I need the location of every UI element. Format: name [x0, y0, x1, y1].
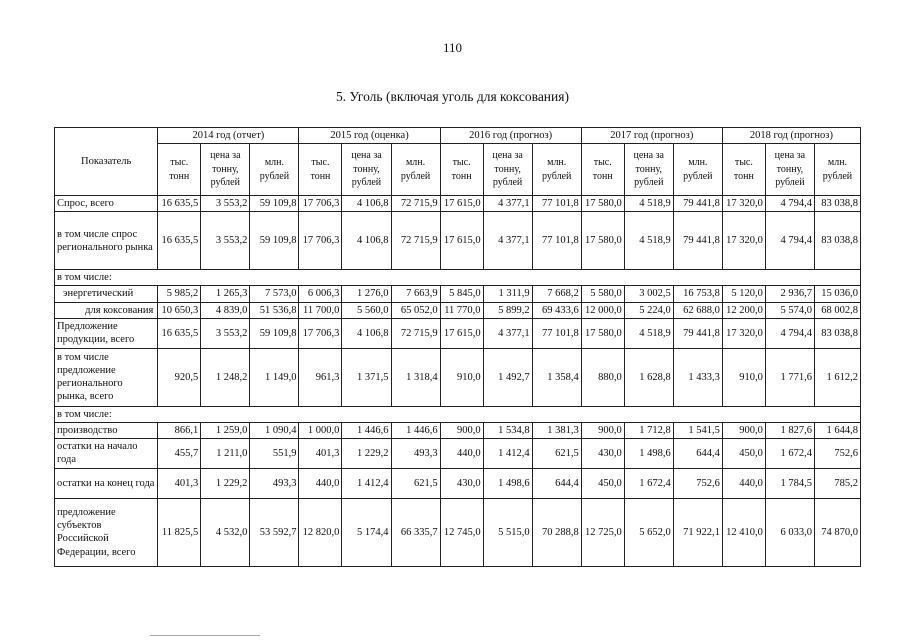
value-cell: 7 668,2 [532, 286, 581, 302]
value-cell: 866,1 [158, 422, 201, 438]
value-cell: 4 106,8 [342, 212, 391, 270]
value-cell: 493,3 [391, 438, 440, 468]
value-cell: 1 311,9 [483, 286, 532, 302]
header-unit-cell: цена за тонну, рублей [342, 144, 391, 196]
table-row [55, 348, 861, 406]
row-label: Спрос, всего [55, 196, 158, 212]
value-cell: 1 784,5 [765, 468, 814, 498]
value-cell: 11 770,0 [440, 302, 483, 318]
value-cell: 910,0 [722, 348, 765, 406]
table-row [55, 302, 861, 318]
row-label: остатки на конец года [55, 468, 158, 498]
value-cell: 644,4 [532, 468, 581, 498]
value-cell: 77 101,8 [532, 212, 581, 270]
value-cell: 1 248,2 [201, 348, 250, 406]
value-cell: 440,0 [722, 468, 765, 498]
table-row [55, 406, 861, 422]
value-cell: 4 106,8 [342, 196, 391, 212]
value-cell: 455,7 [158, 438, 201, 468]
value-cell: 1 612,2 [814, 348, 860, 406]
value-cell: 10 650,3 [158, 302, 201, 318]
value-cell: 17 706,3 [299, 318, 342, 348]
value-cell: 12 410,0 [722, 498, 765, 566]
value-cell: 7 573,0 [250, 286, 299, 302]
value-cell: 910,0 [440, 348, 483, 406]
value-cell: 2 936,7 [765, 286, 814, 302]
page-number: 110 [442, 40, 463, 55]
value-cell: 493,3 [250, 468, 299, 498]
value-cell: 1 412,4 [342, 468, 391, 498]
value-cell: 1 090,4 [250, 422, 299, 438]
value-cell: 3 553,2 [201, 196, 250, 212]
header-unit-cell: цена за тонну, рублей [483, 144, 532, 196]
value-cell: 430,0 [581, 438, 624, 468]
value-cell: 1 672,4 [765, 438, 814, 468]
value-cell: 72 715,9 [391, 196, 440, 212]
value-cell: 77 101,8 [532, 196, 581, 212]
value-cell: 6 006,3 [299, 286, 342, 302]
value-cell: 65 052,0 [391, 302, 440, 318]
value-cell: 450,0 [722, 438, 765, 468]
value-cell: 961,3 [299, 348, 342, 406]
header-unit-cell: тыс. тонн [722, 144, 765, 196]
table-row [55, 498, 861, 566]
value-cell: 401,3 [299, 438, 342, 468]
value-cell: 1 229,2 [342, 438, 391, 468]
value-cell: 17 320,0 [722, 212, 765, 270]
value-cell: 59 109,8 [250, 196, 299, 212]
value-cell: 1 827,6 [765, 422, 814, 438]
value-cell: 51 536,8 [250, 302, 299, 318]
value-cell: 11 825,5 [158, 498, 201, 566]
value-cell: 17 580,0 [581, 318, 624, 348]
header-unit-cell: цена за тонну, рублей [765, 144, 814, 196]
header-unit-cell: тыс. тонн [299, 144, 342, 196]
value-cell: 59 109,8 [250, 212, 299, 270]
value-cell: 1 381,3 [532, 422, 581, 438]
row-label: предложение субъектов Российской Федерации, всего [55, 498, 158, 566]
value-cell: 1 000,0 [299, 422, 342, 438]
value-cell: 17 615,0 [440, 196, 483, 212]
value-cell: 66 335,7 [391, 498, 440, 566]
value-cell: 17 615,0 [440, 212, 483, 270]
value-cell: 440,0 [440, 438, 483, 468]
value-cell: 72 715,9 [391, 212, 440, 270]
table-row [55, 286, 861, 302]
table-row [55, 318, 861, 348]
value-cell: 1 644,8 [814, 422, 860, 438]
header-unit-cell: тыс. тонн [440, 144, 483, 196]
value-cell: 3 553,2 [201, 212, 250, 270]
table-row [55, 270, 861, 286]
value-cell: 15 036,0 [814, 286, 860, 302]
value-cell: 5 985,2 [158, 286, 201, 302]
value-cell: 4 794,4 [765, 196, 814, 212]
value-cell: 1 371,5 [342, 348, 391, 406]
value-cell: 621,5 [391, 468, 440, 498]
header-unit-cell: тыс. тонн [581, 144, 624, 196]
row-label: для коксования [55, 302, 158, 318]
value-cell: 1 672,4 [624, 468, 673, 498]
value-cell: 16 753,8 [673, 286, 722, 302]
value-cell: 12 200,0 [722, 302, 765, 318]
header-year-2016: 2016 год (прогноз) [440, 128, 581, 144]
value-cell: 69 433,6 [532, 302, 581, 318]
value-cell: 16 635,5 [158, 212, 201, 270]
table-row [55, 196, 861, 212]
value-cell: 83 038,8 [814, 212, 860, 270]
value-cell: 4 518,9 [624, 318, 673, 348]
value-cell: 1 229,2 [201, 468, 250, 498]
value-cell: 621,5 [532, 438, 581, 468]
value-cell: 1 149,0 [250, 348, 299, 406]
value-cell: 17 580,0 [581, 196, 624, 212]
value-cell: 4 518,9 [624, 196, 673, 212]
value-cell: 900,0 [440, 422, 483, 438]
value-cell: 1 265,3 [201, 286, 250, 302]
value-cell: 17 615,0 [440, 318, 483, 348]
value-cell: 5 174,4 [342, 498, 391, 566]
value-cell: 752,6 [814, 438, 860, 468]
value-cell: 17 580,0 [581, 212, 624, 270]
value-cell: 1 771,6 [765, 348, 814, 406]
value-cell: 17 706,3 [299, 212, 342, 270]
value-cell: 12 725,0 [581, 498, 624, 566]
value-cell: 5 899,2 [483, 302, 532, 318]
header-unit-cell: млн. рублей [673, 144, 722, 196]
value-cell: 440,0 [299, 468, 342, 498]
value-cell: 1 498,6 [624, 438, 673, 468]
header-unit-cell: цена за тонну, рублей [624, 144, 673, 196]
value-cell: 4 518,9 [624, 212, 673, 270]
value-cell: 4 377,1 [483, 212, 532, 270]
row-label: в том числе спрос регионального рынка [55, 212, 158, 270]
header-indicator: Показатель [55, 128, 158, 196]
value-cell: 1 628,8 [624, 348, 673, 406]
value-cell: 1 276,0 [342, 286, 391, 302]
value-cell: 1 259,0 [201, 422, 250, 438]
value-cell: 1 358,4 [532, 348, 581, 406]
value-cell: 4 106,8 [342, 318, 391, 348]
value-cell: 12 745,0 [440, 498, 483, 566]
value-cell: 5 515,0 [483, 498, 532, 566]
value-cell: 7 663,9 [391, 286, 440, 302]
value-cell: 1 492,7 [483, 348, 532, 406]
value-cell: 79 441,8 [673, 196, 722, 212]
value-cell: 4 377,1 [483, 196, 532, 212]
value-cell: 1 712,8 [624, 422, 673, 438]
header-unit-cell: млн. рублей [250, 144, 299, 196]
value-cell: 83 038,8 [814, 318, 860, 348]
row-label: остатки на начало года [55, 438, 158, 468]
value-cell: 5 580,0 [581, 286, 624, 302]
value-cell: 17 320,0 [722, 196, 765, 212]
value-cell: 1 541,5 [673, 422, 722, 438]
value-cell: 16 635,5 [158, 196, 201, 212]
header-unit-cell: млн. рублей [391, 144, 440, 196]
table-row [55, 212, 861, 270]
value-cell: 53 592,7 [250, 498, 299, 566]
header-year-2014: 2014 год (отчет) [158, 128, 299, 144]
value-cell: 551,9 [250, 438, 299, 468]
header-unit-cell: цена за тонну, рублей [201, 144, 250, 196]
value-cell: 5 224,0 [624, 302, 673, 318]
table-row [55, 468, 861, 498]
value-cell: 62 688,0 [673, 302, 722, 318]
value-cell: 1 412,4 [483, 438, 532, 468]
value-cell: 68 002,8 [814, 302, 860, 318]
value-cell: 59 109,8 [250, 318, 299, 348]
value-cell: 77 101,8 [532, 318, 581, 348]
value-cell: 4 839,0 [201, 302, 250, 318]
value-cell: 1 433,3 [673, 348, 722, 406]
value-cell: 900,0 [581, 422, 624, 438]
value-cell: 1 211,0 [201, 438, 250, 468]
value-cell: 11 700,0 [299, 302, 342, 318]
value-cell: 1 534,8 [483, 422, 532, 438]
row-label: энергетический [55, 286, 158, 302]
header-year-2018: 2018 год (прогноз) [722, 128, 860, 144]
value-cell: 1 498,6 [483, 468, 532, 498]
coal-balance-table [54, 127, 861, 567]
header-year-2017: 2017 год (прогноз) [581, 128, 722, 144]
value-cell: 5 652,0 [624, 498, 673, 566]
value-cell: 17 706,3 [299, 196, 342, 212]
value-cell: 6 033,0 [765, 498, 814, 566]
table-row [55, 422, 861, 438]
value-cell: 5 574,0 [765, 302, 814, 318]
value-cell: 785,2 [814, 468, 860, 498]
value-cell: 5 845,0 [440, 286, 483, 302]
value-cell: 430,0 [440, 468, 483, 498]
value-cell: 450,0 [581, 468, 624, 498]
value-cell: 4 794,4 [765, 212, 814, 270]
value-cell: 12 820,0 [299, 498, 342, 566]
value-cell: 17 320,0 [722, 318, 765, 348]
value-cell: 644,4 [673, 438, 722, 468]
value-cell: 70 288,8 [532, 498, 581, 566]
value-cell: 79 441,8 [673, 212, 722, 270]
value-cell: 4 794,4 [765, 318, 814, 348]
header-year-2015: 2015 год (оценка) [299, 128, 440, 144]
value-cell: 79 441,8 [673, 318, 722, 348]
value-cell: 12 000,0 [581, 302, 624, 318]
value-cell: 4 532,0 [201, 498, 250, 566]
value-cell: 1 446,6 [342, 422, 391, 438]
value-cell: 5 560,0 [342, 302, 391, 318]
header-unit-cell: млн. рублей [532, 144, 581, 196]
value-cell: 1 318,4 [391, 348, 440, 406]
value-cell: 1 446,6 [391, 422, 440, 438]
table-row [55, 438, 861, 468]
value-cell: 752,6 [673, 468, 722, 498]
value-cell: 401,3 [158, 468, 201, 498]
value-cell: 900,0 [722, 422, 765, 438]
value-cell: 74 870,0 [814, 498, 860, 566]
value-cell: 83 038,8 [814, 196, 860, 212]
value-cell: 5 120,0 [722, 286, 765, 302]
value-cell: 16 635,5 [158, 318, 201, 348]
table-title: 5. Уголь (включая уголь для коксования) [336, 89, 569, 104]
value-cell: 3 553,2 [201, 318, 250, 348]
row-label: в том числе: [55, 406, 861, 422]
value-cell: 71 922,1 [673, 498, 722, 566]
footer-rule [150, 635, 260, 636]
row-label: в том числе предложение регионального рынка, всего [55, 348, 158, 406]
value-cell: 920,5 [158, 348, 201, 406]
row-label: в том числе: [55, 270, 861, 286]
row-label: Предложение продукции, всего [55, 318, 158, 348]
value-cell: 880,0 [581, 348, 624, 406]
value-cell: 4 377,1 [483, 318, 532, 348]
value-cell: 3 002,5 [624, 286, 673, 302]
row-label: производство [55, 422, 158, 438]
value-cell: 72 715,9 [391, 318, 440, 348]
header-unit-cell: тыс. тонн [158, 144, 201, 196]
header-unit-cell: млн. рублей [814, 144, 860, 196]
